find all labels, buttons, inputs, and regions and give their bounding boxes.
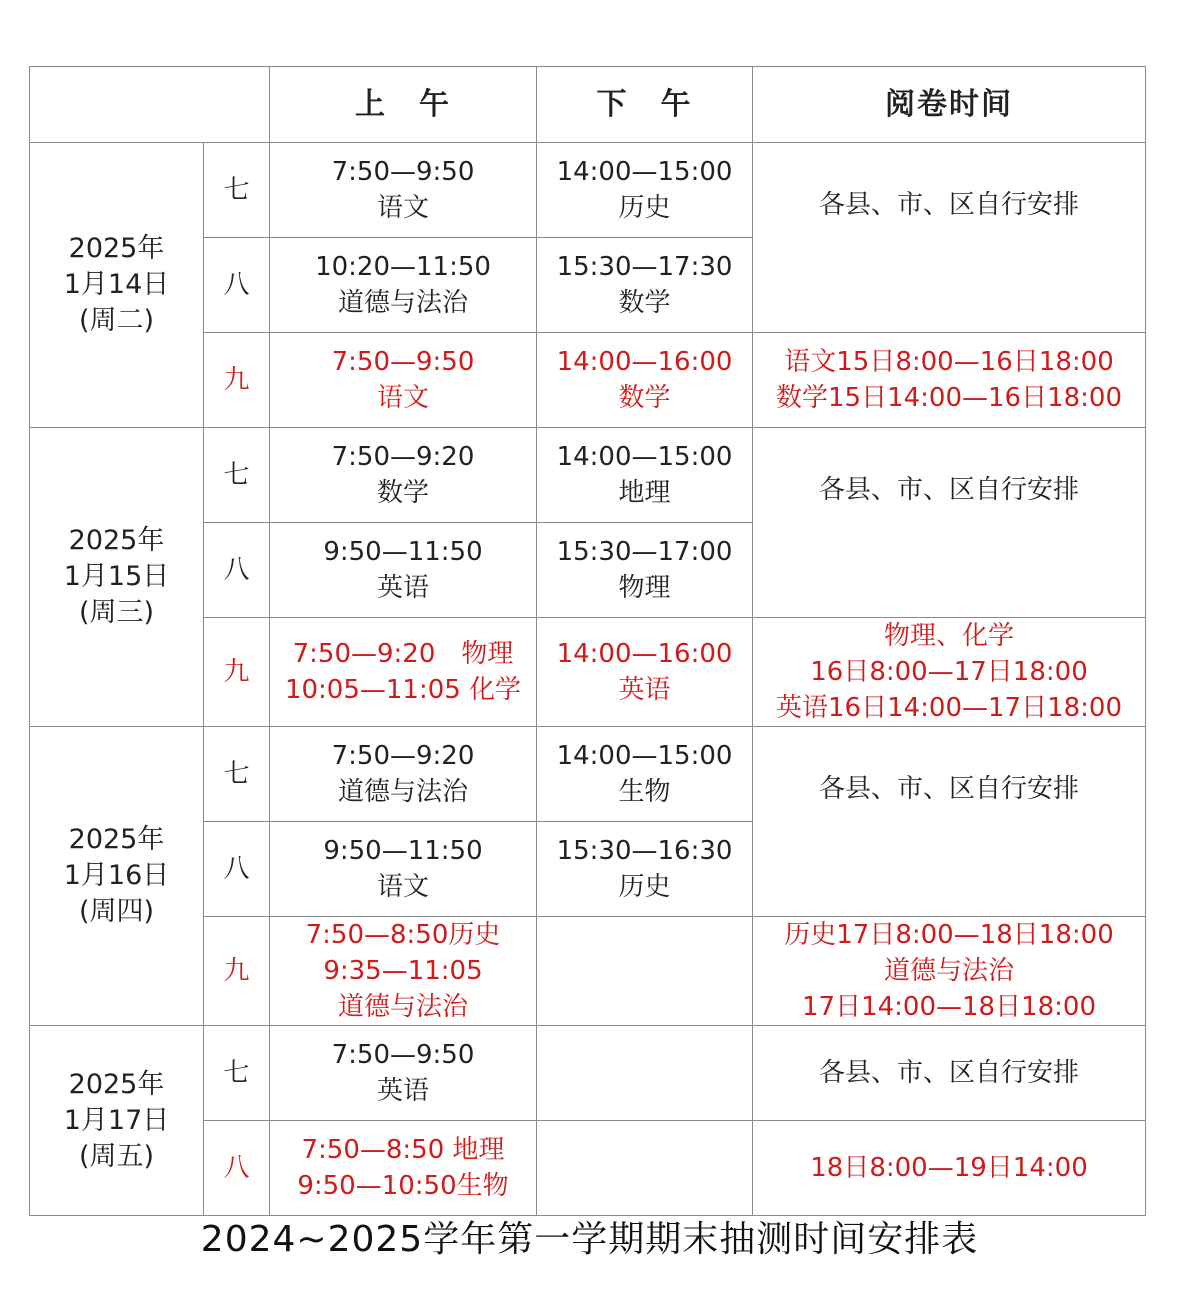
afternoon-cell: 14:00—15:00 地理 [537,428,753,523]
afternoon-cell: 14:00—15:00 生物 [537,727,753,822]
afternoon-cell: 14:00—15:00 历史 [537,143,753,238]
header-row [30,67,1146,143]
afternoon-cell: 14:00—16:00 数学 [537,333,753,428]
afternoon-cell: 15:30—17:00 物理 [537,523,753,618]
grade-cell: 七 [204,1026,270,1121]
morning-cell: 10:20—11:50 道德与法治 [270,238,537,333]
afternoon-cell: 14:00—16:00 英语 [537,618,753,727]
marking-cell: 各县、市、区自行安排 [753,428,1146,618]
grade-cell: 九 [204,618,270,727]
table-caption: 2024~2025学年第一学期期末抽测时间安排表 [200,1219,979,1260]
header-marking: 阅卷时间 [753,67,1146,143]
afternoon-cell-empty [537,1026,753,1121]
corner-cell [30,67,270,143]
date-cell: 2025年 1月16日 (周四) [30,727,204,1026]
grade-cell: 八 [204,1121,270,1216]
morning-cell: 7:50—8:50 地理 9:50—10:50生物 [270,1121,537,1216]
grade-cell: 七 [204,143,270,238]
grade-cell: 八 [204,238,270,333]
marking-cell: 历史17日8:00—18日18:00 道德与法治 17日14:00—18日18:00 [753,917,1146,1026]
morning-cell: 7:50—9:50 英语 [270,1026,537,1121]
header-afternoon: 下 午 [537,67,753,143]
afternoon-cell: 15:30—16:30 历史 [537,822,753,917]
table-row [30,428,1146,523]
afternoon-cell: 15:30—17:30 数学 [537,238,753,333]
grade-cell: 七 [204,428,270,523]
table-row [30,1026,1146,1121]
header-morning: 上 午 [270,67,537,143]
grade-cell: 七 [204,727,270,822]
grade-cell: 九 [204,333,270,428]
marking-cell: 语文15日8:00—16日18:00 数学15日14:00—16日18:00 [753,333,1146,428]
morning-cell: 9:50—11:50 英语 [270,523,537,618]
marking-cell: 18日8:00—19日14:00 [753,1121,1146,1216]
date-cell: 2025年 1月14日 (周二) [30,143,204,428]
marking-cell: 各县、市、区自行安排 [753,143,1146,333]
grade-cell: 八 [204,822,270,917]
table-row [30,143,1146,238]
morning-cell: 7:50—9:20 物理 10:05—11:05 化学 [270,618,537,727]
date-cell: 2025年 1月17日 (周五) [30,1026,204,1216]
marking-cell: 各县、市、区自行安排 [753,1026,1146,1121]
morning-cell: 9:50—11:50 语文 [270,822,537,917]
afternoon-cell-empty [537,917,753,1026]
marking-cell: 各县、市、区自行安排 [753,727,1146,917]
grade-cell: 九 [204,917,270,1026]
table-row [30,727,1146,822]
grade-cell: 八 [204,523,270,618]
afternoon-cell-empty [537,1121,753,1216]
morning-cell: 7:50—9:20 数学 [270,428,537,523]
marking-cell: 物理、化学 16日8:00—17日18:00 英语16日14:00—17日18:00 [753,618,1146,727]
morning-cell: 7:50—9:50 语文 [270,333,537,428]
exam-schedule-table [29,66,1146,1216]
morning-cell: 7:50—8:50历史 9:35—11:05 道德与法治 [270,917,537,1026]
morning-cell: 7:50—9:50 语文 [270,143,537,238]
morning-cell: 7:50—9:20 道德与法治 [270,727,537,822]
date-cell: 2025年 1月15日 (周三) [30,428,204,727]
